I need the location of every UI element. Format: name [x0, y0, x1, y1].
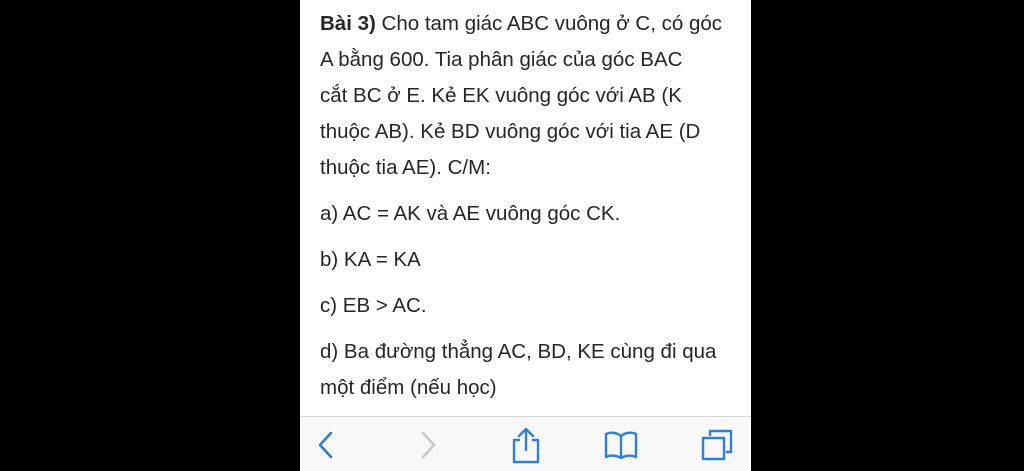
- back-button[interactable]: [302, 423, 350, 467]
- forward-icon: [418, 430, 438, 460]
- bookmarks-button[interactable]: [597, 423, 645, 467]
- statement-line-1-text: Cho tam giác ABC vuông ở C, có góc: [375, 12, 722, 35]
- browser-toolbar: [300, 416, 751, 471]
- statement-line-5: thuộc tia AE). C/M:: [320, 156, 491, 179]
- page-content: [320, 6, 740, 406]
- bookmarks-icon: [603, 429, 639, 461]
- part-d: [320, 334, 740, 406]
- part-a: a) AC = AK và AE vuông góc CK.: [320, 202, 621, 225]
- tabs-icon: [700, 428, 734, 462]
- part-b: b) KA = KA: [320, 248, 421, 271]
- forward-button[interactable]: [404, 423, 452, 467]
- browser-screen: [300, 0, 751, 471]
- statement-line-4: thuộc AB). Kẻ BD vuông góc với tia AE (D: [320, 120, 701, 143]
- share-icon: [510, 425, 542, 465]
- part-c: c) EB > AC.: [320, 294, 427, 317]
- share-button[interactable]: [502, 423, 550, 467]
- back-icon: [316, 430, 336, 460]
- tabs-button[interactable]: [693, 423, 741, 467]
- problem-heading: Bài 3): [320, 12, 376, 35]
- statement-line-1: [320, 6, 740, 42]
- statement-line-2: A bằng 600. Tia phân giác của góc BAC: [320, 48, 683, 71]
- problem-statement: [320, 6, 740, 186]
- statement-line-3: cắt BC ở E. Kẻ EK vuông góc với AB (K: [320, 84, 682, 107]
- part-d-line-2: một điểm (nếu học): [320, 376, 497, 399]
- part-d-line-1: d) Ba đường thẳng AC, BD, KE cùng đi qua: [320, 340, 717, 363]
